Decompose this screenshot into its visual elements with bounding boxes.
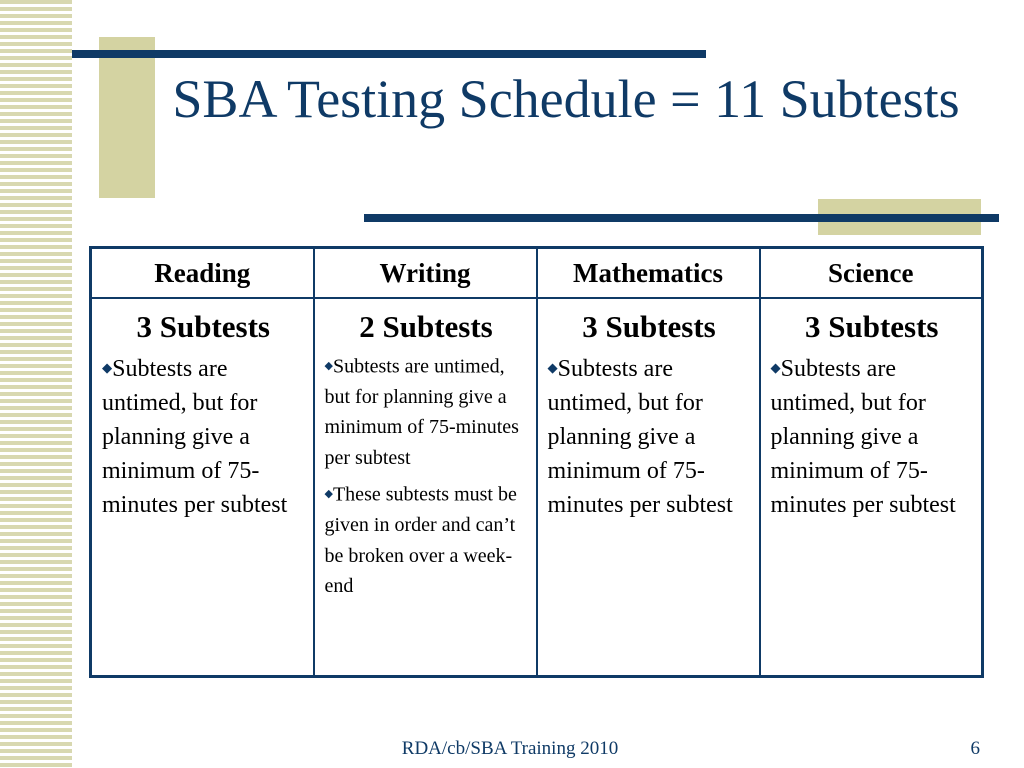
reading-bullet-text: Subtests are untimed, but for planning give a minimum of 75-minutes per subtest <box>102 355 288 518</box>
reading-bullet <box>102 351 305 522</box>
title-rule-top <box>72 50 706 58</box>
diamond-bullet-icon: ◆ <box>770 360 781 375</box>
science-subtest-count: 3 Subtests <box>804 309 939 344</box>
mathematics-cell <box>537 298 760 677</box>
writing-subtest-count: 2 Subtests <box>359 309 493 344</box>
footer-text: RDA/cb/SBA Training 2010 <box>401 738 619 759</box>
title-rule-bottom <box>364 214 999 222</box>
column-header-science: Science <box>760 248 983 299</box>
mathematics-bullet <box>548 351 751 522</box>
science-cell <box>760 298 983 677</box>
reading-subtest-count: 3 Subtests <box>136 309 270 344</box>
writing-bullet-text: Subtests are untimed, but for planning give a minimum of 75-minutes per subtest <box>324 355 519 469</box>
writing-cell <box>314 298 537 677</box>
diamond-bullet-icon: ◆ <box>324 360 333 372</box>
column-header-writing: Writing <box>314 248 537 299</box>
mathematics-bullet-text: Subtests are untimed, but for planning give a minimum of 75-minutes per subtest <box>547 355 733 518</box>
science-bullet-text: Subtests are untimed, but for planning give a minimum of 75-minutes per subtest <box>770 355 956 518</box>
page-number: 6 <box>970 738 980 759</box>
science-bullet <box>771 351 974 522</box>
accent-block-top <box>99 37 155 198</box>
reading-cell <box>91 298 314 677</box>
writing-bullet <box>325 351 528 473</box>
slide-title: SBA Testing Schedule = 11 Subtests <box>172 69 960 129</box>
table-header-row <box>91 248 983 299</box>
writing-bullet-text: These subtests must be given in order and can’t be broken over a week-end <box>324 483 517 598</box>
diamond-bullet-icon: ◆ <box>547 360 558 375</box>
testing-schedule-table <box>89 246 984 678</box>
column-header-mathematics: Mathematics <box>537 248 760 299</box>
left-stripe-decoration <box>0 0 72 768</box>
diamond-bullet-icon: ◆ <box>324 488 333 501</box>
diamond-bullet-icon: ◆ <box>102 360 113 375</box>
mathematics-subtest-count: 3 Subtests <box>582 309 716 344</box>
column-header-reading: Reading <box>91 248 314 299</box>
table-row <box>91 298 983 677</box>
writing-bullet <box>325 479 528 601</box>
